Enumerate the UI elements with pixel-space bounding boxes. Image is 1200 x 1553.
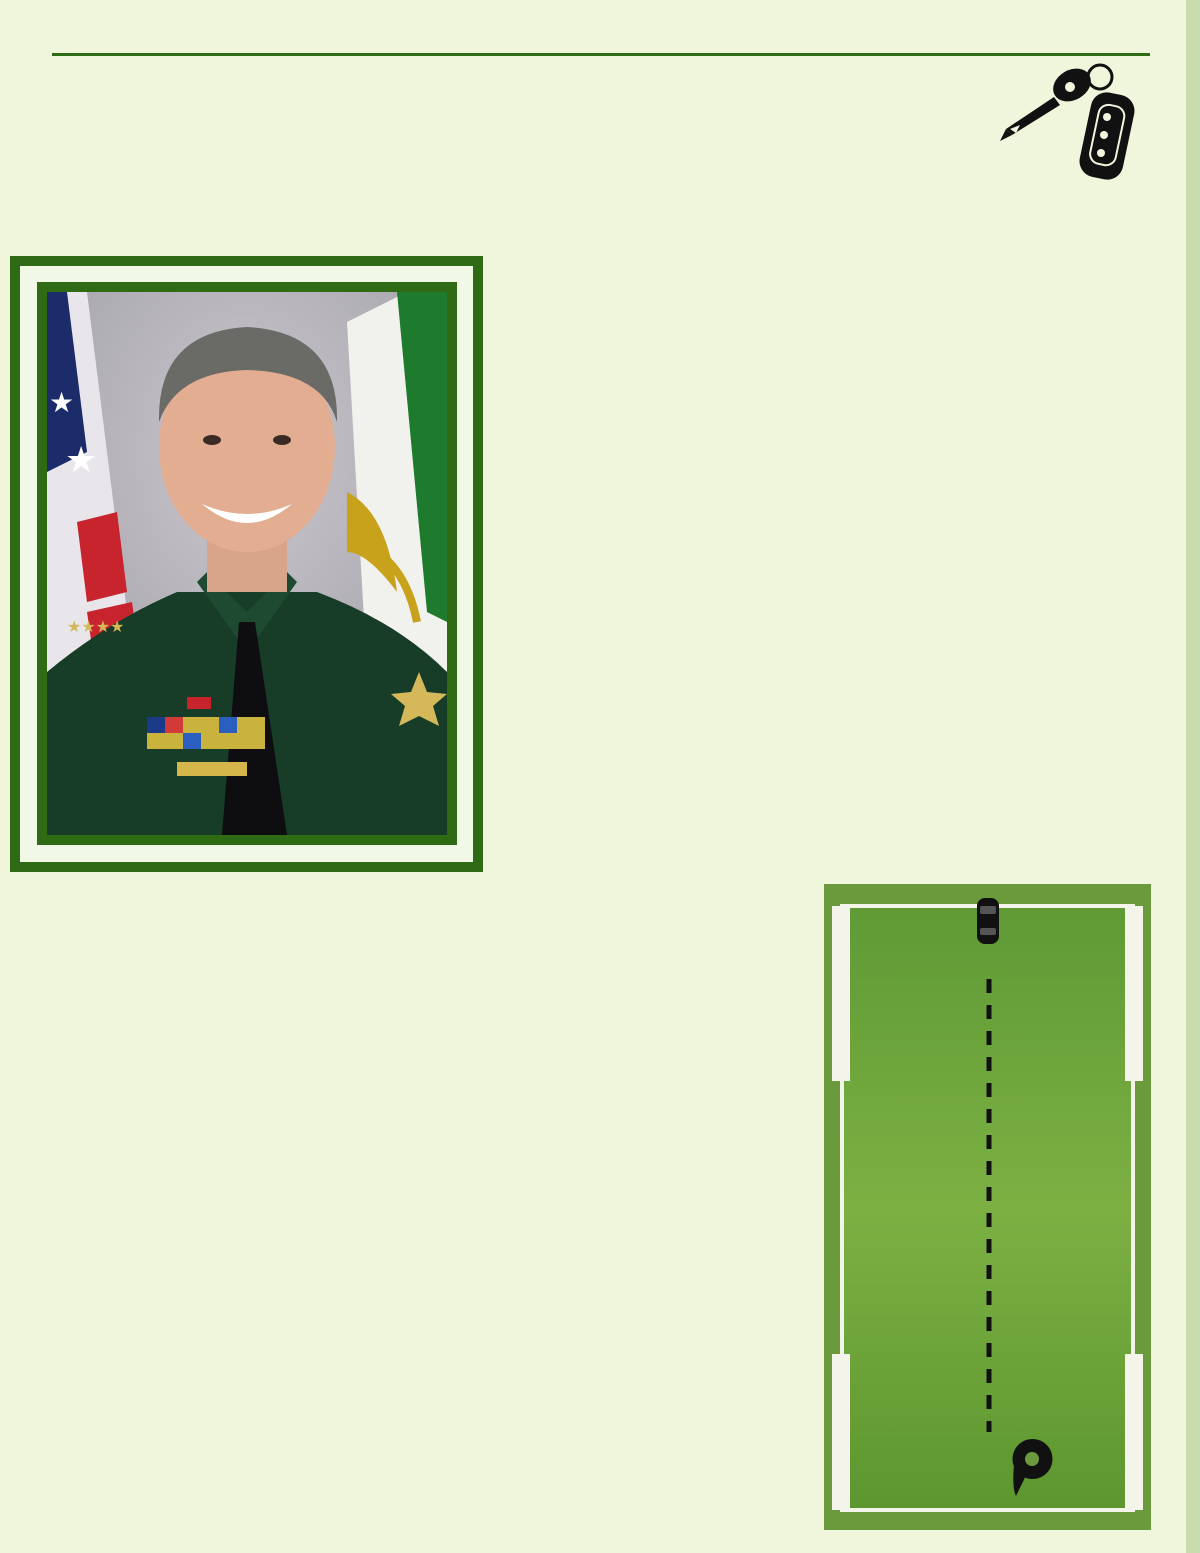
right-column bbox=[504, 358, 1184, 394]
left-column bbox=[29, 943, 799, 979]
sheriff-portrait bbox=[47, 292, 447, 835]
svg-text:★: ★ bbox=[49, 386, 75, 419]
car-keys-icon bbox=[990, 55, 1150, 190]
header-rule bbox=[52, 53, 1150, 56]
football-field-illustration bbox=[824, 884, 1151, 1530]
svg-text:★★★★: ★★★★ bbox=[67, 617, 125, 636]
right-edge-strip bbox=[1186, 0, 1200, 1553]
svg-text:★: ★ bbox=[65, 440, 98, 481]
